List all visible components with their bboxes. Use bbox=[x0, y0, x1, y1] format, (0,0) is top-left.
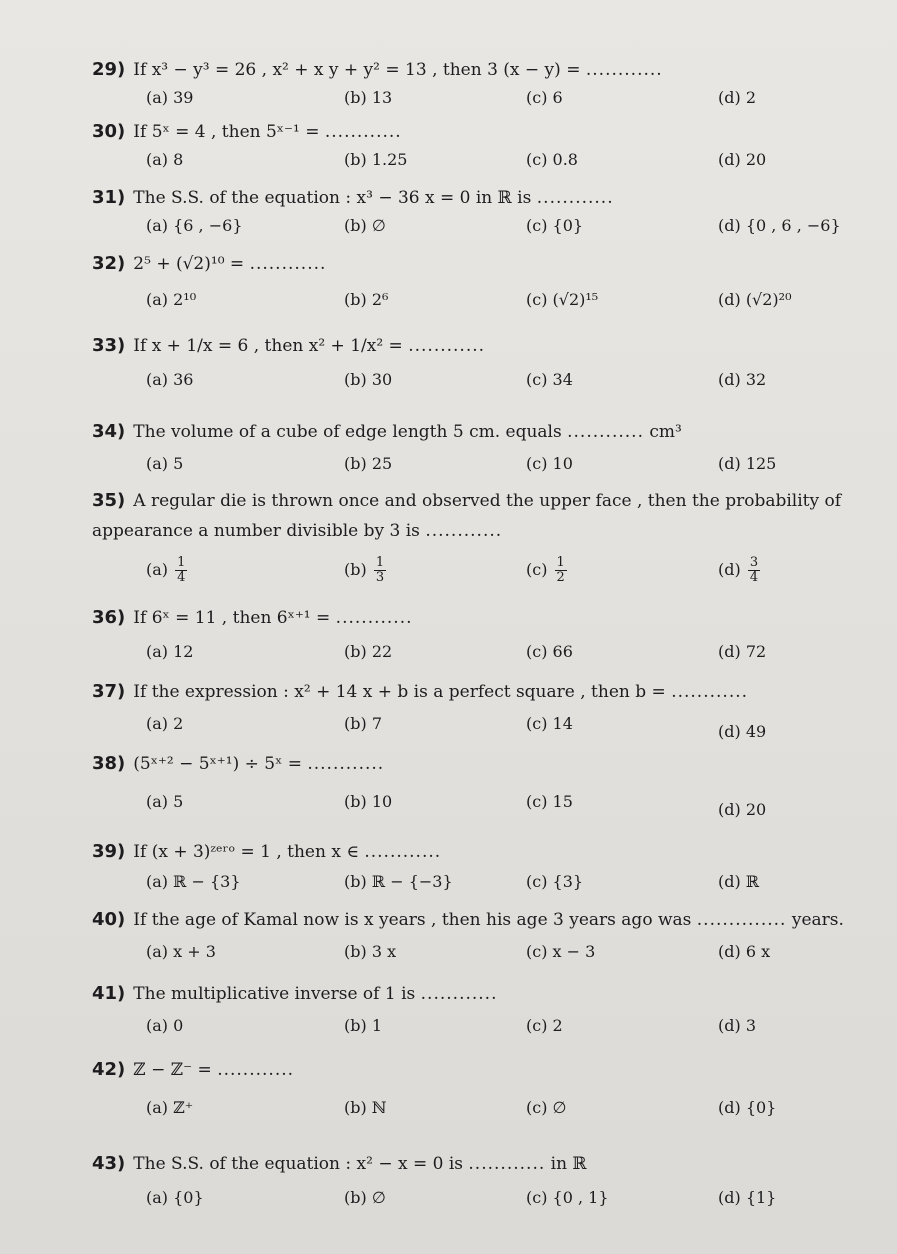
option-a[interactable]: (a) 0 bbox=[146, 1016, 184, 1035]
question-stem: 41) The multiplicative inverse of 1 is ............ bbox=[92, 983, 498, 1004]
option-c[interactable]: (c) 15 bbox=[526, 792, 573, 811]
option-a[interactable]: (a) ℤ⁺ bbox=[146, 1098, 194, 1117]
option-c[interactable]: (c) $\frac{1}{2}$ bbox=[526, 555, 565, 585]
question-40 bbox=[92, 908, 867, 972]
question-stem: 32) 2⁵ + (√2)¹⁰ = ............ bbox=[92, 253, 327, 274]
options bbox=[92, 150, 867, 180]
options bbox=[92, 1098, 867, 1128]
option-a[interactable]: (a) 8 bbox=[146, 150, 184, 169]
question-stem: 33) If x + 1/x = 6 , then x² + 1/x² = ............ bbox=[92, 335, 486, 356]
option-a[interactable]: (a) ℝ − {3} bbox=[146, 872, 241, 891]
options bbox=[92, 1016, 867, 1046]
question-33 bbox=[92, 334, 867, 400]
question-35 bbox=[92, 486, 867, 592]
option-c[interactable]: (c) 6 bbox=[526, 88, 563, 107]
option-b[interactable]: (b) 3 x bbox=[344, 942, 397, 961]
option-b[interactable]: (b) $\frac{1}{3}$ bbox=[344, 555, 385, 585]
option-d[interactable]: (d) (√2)²⁰ bbox=[718, 290, 792, 309]
option-a[interactable]: (a) {0} bbox=[146, 1188, 204, 1207]
option-d[interactable]: (d) 49 bbox=[718, 722, 767, 741]
option-a[interactable]: (a) 36 bbox=[146, 370, 194, 389]
option-b[interactable]: (b) 7 bbox=[344, 714, 382, 733]
option-d[interactable]: (d) {1} bbox=[718, 1188, 777, 1207]
question-stem: 40) If the age of Kamal now is x years , then his age 3 years ago was .............. years. bbox=[92, 909, 844, 930]
option-a[interactable]: (a) $\frac{1}{4}$ bbox=[146, 555, 186, 585]
options bbox=[92, 714, 867, 744]
option-d[interactable]: (d) 3 bbox=[718, 1016, 756, 1035]
option-d[interactable]: (d) {0} bbox=[718, 1098, 777, 1117]
options bbox=[92, 792, 867, 822]
option-b[interactable]: (b) 1 bbox=[344, 1016, 382, 1035]
option-a[interactable]: (a) 5 bbox=[146, 454, 184, 473]
option-a[interactable]: (a) x + 3 bbox=[146, 942, 216, 961]
option-b[interactable]: (b) 1.25 bbox=[344, 150, 408, 169]
option-a[interactable]: (a) 2 bbox=[146, 714, 184, 733]
option-d[interactable]: (d) 6 x bbox=[718, 942, 771, 961]
option-c[interactable]: (c) 14 bbox=[526, 714, 573, 733]
question-29 bbox=[92, 58, 867, 118]
question-stem: 31) The S.S. of the equation : x³ − 36 x = 0 in ℝ is ............ bbox=[92, 187, 614, 208]
question-43 bbox=[92, 1152, 867, 1218]
options bbox=[92, 1188, 867, 1218]
options bbox=[92, 556, 867, 592]
option-b[interactable]: (b) 30 bbox=[344, 370, 393, 389]
options bbox=[92, 942, 867, 972]
option-d[interactable]: (d) 32 bbox=[718, 370, 767, 389]
option-b[interactable]: (b) ℝ − {−3} bbox=[344, 872, 453, 891]
question-stem: 36) If 6ˣ = 11 , then 6ˣ⁺¹ = ............ bbox=[92, 607, 413, 628]
option-c[interactable]: (c) ∅ bbox=[526, 1098, 567, 1117]
question-stem: 34) The volume of a cube of edge length 5 cm. equals ............ cm³ bbox=[92, 421, 682, 442]
option-b[interactable]: (b) 10 bbox=[344, 792, 393, 811]
option-a[interactable]: (a) 39 bbox=[146, 88, 194, 107]
question-stem: 43) The S.S. of the equation : x² − x = 0 is ............ in ℝ bbox=[92, 1153, 587, 1174]
options bbox=[92, 290, 867, 326]
question-32 bbox=[92, 252, 867, 326]
question-38 bbox=[92, 752, 867, 822]
option-d[interactable]: (d) ℝ bbox=[718, 872, 760, 891]
option-d[interactable]: (d) 20 bbox=[718, 800, 767, 819]
question-31 bbox=[92, 186, 867, 246]
option-d[interactable]: (d) 20 bbox=[718, 150, 767, 169]
question-30 bbox=[92, 120, 867, 180]
option-b[interactable]: (b) ℕ bbox=[344, 1098, 387, 1117]
question-stem: 29) If x³ − y³ = 26 , x² + x y + y² = 13 , then 3 (x − y) = ............ bbox=[92, 59, 663, 80]
option-b[interactable]: (b) 22 bbox=[344, 642, 393, 661]
option-c[interactable]: (c) (√2)¹⁵ bbox=[526, 290, 599, 309]
question-stem: 35) A regular die is thrown once and observed the upper face , then the probability of appearance a number divisible by 3 is ............ bbox=[92, 490, 842, 541]
option-d[interactable]: (d) 2 bbox=[718, 88, 756, 107]
option-d[interactable]: (d) $\frac{3}{4}$ bbox=[718, 555, 759, 585]
question-36 bbox=[92, 606, 867, 672]
option-a[interactable]: (a) 5 bbox=[146, 792, 184, 811]
option-c[interactable]: (c) 2 bbox=[526, 1016, 563, 1035]
options bbox=[92, 454, 867, 484]
options bbox=[92, 642, 867, 672]
option-c[interactable]: (c) 66 bbox=[526, 642, 573, 661]
option-d[interactable]: (d) 72 bbox=[718, 642, 767, 661]
options bbox=[92, 872, 867, 902]
option-b[interactable]: (b) 2⁶ bbox=[344, 290, 389, 309]
option-a[interactable]: (a) 2¹⁰ bbox=[146, 290, 197, 309]
question-34 bbox=[92, 420, 867, 484]
option-c[interactable]: (c) {0 , 1} bbox=[526, 1188, 609, 1207]
question-37 bbox=[92, 680, 867, 744]
question-stem: 30) If 5ˣ = 4 , then 5ˣ⁻¹ = ............ bbox=[92, 121, 402, 142]
option-b[interactable]: (b) 25 bbox=[344, 454, 393, 473]
question-41 bbox=[92, 982, 867, 1046]
option-c[interactable]: (c) x − 3 bbox=[526, 942, 596, 961]
question-stem: 42) ℤ − ℤ⁻ = ............ bbox=[92, 1059, 295, 1080]
option-b[interactable]: (b) ∅ bbox=[344, 1188, 386, 1207]
option-d[interactable]: (d) 125 bbox=[718, 454, 777, 473]
option-c[interactable]: (c) 34 bbox=[526, 370, 573, 389]
option-c[interactable]: (c) {0} bbox=[526, 216, 584, 235]
options bbox=[92, 216, 867, 246]
option-b[interactable]: (b) ∅ bbox=[344, 216, 386, 235]
option-b[interactable]: (b) 13 bbox=[344, 88, 393, 107]
option-c[interactable]: (c) 0.8 bbox=[526, 150, 578, 169]
option-c[interactable]: (c) 10 bbox=[526, 454, 573, 473]
option-a[interactable]: (a) {6 , −6} bbox=[146, 216, 243, 235]
option-c[interactable]: (c) {3} bbox=[526, 872, 584, 891]
options bbox=[92, 370, 867, 400]
option-a[interactable]: (a) 12 bbox=[146, 642, 194, 661]
question-stem: 37) If the expression : x² + 14 x + b is a perfect square , then b = ............ bbox=[92, 681, 749, 702]
question-42 bbox=[92, 1058, 867, 1128]
question-stem: 38) (5ˣ⁺² − 5ˣ⁺¹) ÷ 5ˣ = ............ bbox=[92, 753, 385, 774]
question-stem: 39) If (x + 3)ᶻᵉʳᵒ = 1 , then x ∈ ............ bbox=[92, 841, 442, 862]
options bbox=[92, 88, 867, 118]
question-39 bbox=[92, 840, 867, 902]
option-d[interactable]: (d) {0 , 6 , −6} bbox=[718, 216, 841, 235]
